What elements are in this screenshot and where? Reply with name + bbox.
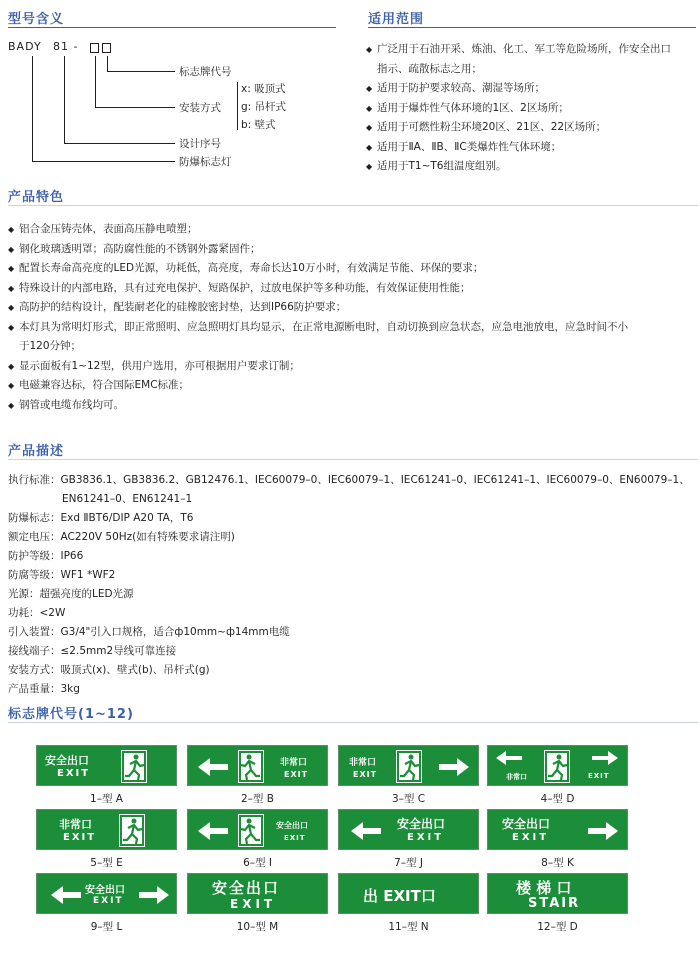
list-item: ◆ 适用于可燃性粉尘环境20区、21区、22区场所； — [366, 118, 698, 138]
section-title-model: 型号含义 — [8, 12, 65, 27]
list-item: ◆ 显示面板有1~12型，供用户选用，亦可根据用户要求订制； — [8, 357, 698, 377]
running-man-icon — [238, 750, 264, 783]
sign-caption: 8–型 K — [541, 857, 574, 869]
arrow-left-icon — [494, 750, 524, 769]
sign-caption: 1–型 A — [90, 793, 123, 805]
section-title-signs: 标志牌代号(1~12) — [8, 707, 134, 722]
section-rule — [8, 459, 698, 460]
list-item: ◆ 高防护的结构设计，配装耐老化的硅橡胶密封垫，达到IP66防护要求； — [8, 298, 698, 318]
exit-sign-type-i: 安全出口 EXIT — [187, 809, 328, 850]
exit-sign-type-e: 非常口 EXIT — [36, 809, 177, 850]
bracket-line — [237, 82, 238, 130]
sign-caption: 6–型 I — [243, 857, 272, 869]
running-man-icon — [544, 750, 570, 783]
list-item: ◆ 本灯具为常明灯形式，即正常照明、应急照明灯具均显示，在正常电源断电时，自动切换到应急状态，应急电池放电，应急时间不小 于120分钟； — [8, 318, 698, 357]
running-man-icon — [396, 750, 422, 783]
list-item: ◆ 适用于防护要求较高、潮湿等场所； — [366, 79, 698, 99]
connector-line — [32, 161, 175, 162]
features-list — [8, 220, 698, 415]
list-item: ◆ 适用于T1~T6组温度组别。 — [366, 157, 698, 177]
arrow-left-icon — [196, 821, 230, 844]
connector-line — [107, 71, 175, 72]
exit-sign-type-stair: 楼 梯 口 STAIR — [487, 873, 628, 914]
spec-row: 接线端子：≤2.5mm2导线可靠连接 — [8, 645, 177, 657]
sign-caption: 7–型 J — [394, 857, 423, 869]
label-design: 设计序号 — [179, 138, 221, 150]
running-man-icon — [121, 750, 147, 783]
exit-sign-type-j: 安全出口 EXIT — [338, 809, 479, 850]
list-item: ◆ 钢管或电缆布线均可。 — [8, 396, 698, 416]
section-rule — [8, 205, 698, 206]
spec-row: 引入装置：G3/4"引入口规格，适合ф10mm~ф14mm电缆 — [8, 626, 290, 638]
list-item: ◆ 钢化玻璃透明罩；高防腐性能的不锈钢外露紧固件； — [8, 240, 698, 260]
arrow-right-icon — [437, 757, 471, 780]
connector-line — [64, 143, 175, 144]
spec-row: 防腐等级：WF1 *WF2 — [8, 569, 116, 581]
spec-list — [8, 471, 698, 699]
connector-line — [107, 56, 108, 72]
spec-row: 功耗：<2W — [8, 607, 66, 619]
exit-sign-type-d: 非常口 EXIT — [487, 745, 628, 786]
running-man-icon — [238, 814, 264, 847]
connector-line — [32, 56, 33, 162]
model-code-box — [90, 43, 99, 53]
label-install-g: g: 吊杆式 — [241, 101, 287, 113]
arrow-left-icon — [196, 757, 230, 780]
list-item: ◆ 电磁兼容达标，符合国际EMC标准； — [8, 376, 698, 396]
spec-row: 防爆标志：Exd ⅡBT6/DIP A20 TA，T6 — [8, 512, 194, 524]
section-title-description: 产品描述 — [8, 444, 65, 459]
sign-caption: 12–型 D — [537, 921, 578, 933]
list-item: ◆ 广泛用于石油开采、炼油、化工、军工等危险场所，作安全出口 指示、疏散标志之用； — [366, 40, 698, 79]
section-title-features: 产品特色 — [8, 190, 65, 205]
model-diagram — [8, 40, 338, 180]
exit-sign-type-b: 非常口 EXIT — [187, 745, 328, 786]
spec-row: 执行标准：GB3836.1、GB3836.2、GB12476.1、IEC60079–0、IEC60079–1、IEC61241–0、IEC61241–1、IEC60079–0、EN60079–1、 — [8, 474, 690, 486]
running-man-icon — [119, 814, 145, 847]
sign-caption: 3–型 C — [391, 793, 426, 805]
model-code-prefix: BADY — [8, 40, 42, 53]
list-item: ◆ 特殊设计的内部电路，具有过充电保护、短路保护，过放电保护等多种功能，有效保证使用性能； — [8, 279, 698, 299]
spec-row: 安装方式：吸顶式(x)、壁式(b)、吊杆式(g) — [8, 664, 210, 676]
sign-caption: 10–型 M — [236, 921, 279, 933]
spec-row: 防护等级：IP66 — [8, 550, 84, 562]
list-item: ◆ 配置长寿命高亮度的LED光源，功耗低，高亮度，寿命长达10万小时，有效满足节能、环保的要求； — [8, 259, 698, 279]
arrow-right-icon — [137, 885, 171, 908]
exit-sign-type-k: 安全出口 EXIT — [487, 809, 628, 850]
model-code-box — [102, 43, 111, 53]
label-install-b: b: 壁式 — [241, 119, 276, 131]
exit-sign-type-m: 安全出口 EXIT — [187, 873, 328, 914]
connector-line — [95, 107, 175, 108]
model-code-series: 81 - — [53, 40, 79, 53]
spec-row-continuation: EN61241–0、EN61241–1 — [62, 493, 193, 505]
section-rule — [8, 722, 698, 723]
sign-caption: 11–型 N — [388, 921, 429, 933]
label-lamp: 防爆标志灯 — [179, 156, 232, 168]
sign-caption: 2–型 B — [241, 793, 274, 805]
section-rule — [368, 27, 696, 28]
label-install: 安装方式 — [179, 102, 221, 114]
sign-caption: 4–型 D — [540, 793, 575, 805]
spec-row: 产品重量：3kg — [8, 683, 80, 695]
spec-row: 光源：超强亮度的LED光源 — [8, 588, 134, 600]
scope-list — [366, 40, 698, 177]
sign-caption: 5–型 E — [90, 857, 123, 869]
arrow-left-icon — [49, 885, 83, 908]
sign-caption: 9–型 L — [90, 921, 123, 933]
spec-row: 额定电压：AC220V 50Hz(如有特殊要求请注明) — [8, 531, 235, 543]
exit-sign-type-l: 安全出口 EXIT — [36, 873, 177, 914]
connector-line — [64, 56, 65, 144]
list-item: ◆ 适用于ⅡA、ⅡB、ⅡC类爆炸性气体环境； — [366, 138, 698, 158]
label-sign-code: 标志牌代号 — [179, 66, 232, 78]
exit-sign-type-n: 出 EXIT口 — [338, 873, 479, 914]
section-title-scope: 适用范围 — [368, 12, 425, 27]
arrow-right-icon — [590, 750, 620, 769]
exit-sign-type-c: 非常口 EXIT — [338, 745, 479, 786]
section-rule — [8, 27, 336, 28]
exit-sign-type-a: 安全出口 EXIT — [36, 745, 177, 786]
connector-line — [95, 56, 96, 108]
list-item: ◆ 适用于爆炸性气体环境的1区、2区场所； — [366, 99, 698, 119]
arrow-right-icon — [586, 821, 620, 844]
arrow-left-icon — [349, 821, 383, 844]
label-install-x: x: 吸顶式 — [241, 83, 286, 95]
list-item: ◆ 铝合金压铸壳体，表面高压静电喷塑； — [8, 220, 698, 240]
